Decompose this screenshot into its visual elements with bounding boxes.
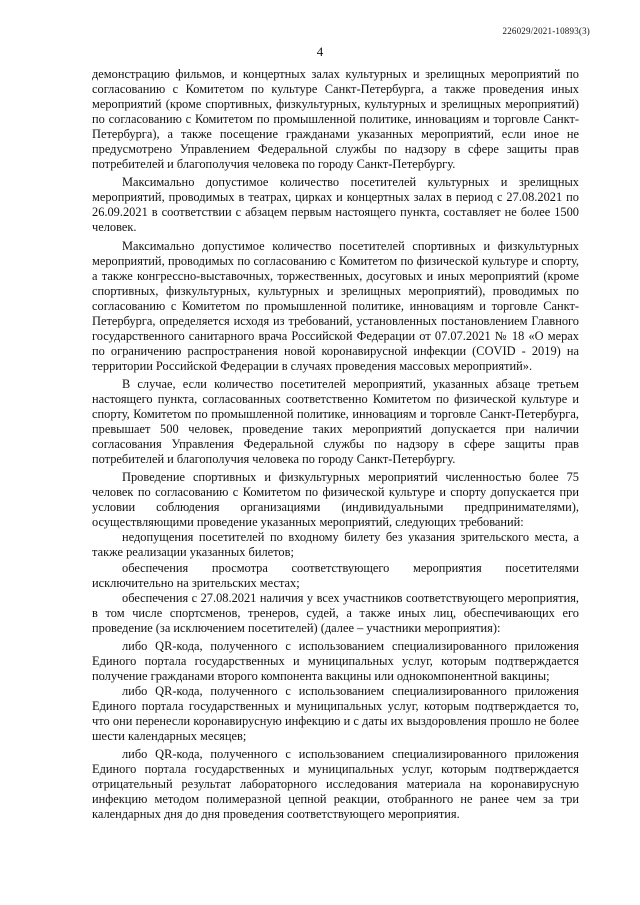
paragraph: В случае, если количество посетителей мероприятий, указанных абзаце третьем настоящего пункта, согласованных соответственно Комитетом по физической культуре и спорту, Комитетом по промышленной политике, инновациям и торговле Санкт-Петербурга, превышает 500 человек, проведение таких мероприятий допускается при наличии согласования Управления Федеральной службы по надзору в сфере защиты прав потребителей и благополучия человека по городу Санкт-Петербургу.	[92, 376, 579, 467]
page-number: 4	[316, 44, 324, 59]
paragraph: обеспечения с 27.08.2021 наличия у всех участников соответствующего мероприятия, в том числе спортсменов, тренеров, судей, а также иных лиц, обеспечивающих его проведение (за исключением посетителей) (далее – участники мероприятия):	[92, 590, 579, 635]
paragraph: Максимально допустимое количество посетителей культурных и зрелищных мероприятий, проводимых в театрах, цирках и концертных залах в период с 27.08.2021 по 26.09.2021 в соответствии с абзацем первым настоящего пункта, составляет не более 1500 человек.	[92, 175, 579, 235]
paragraph: либо QR-кода, полученного с использованием специализированного приложения Единого портала государственных и муниципальных услуг, которым подтверждается отрицательный результат лабораторного исследования материала на коронавирусную инфекцию методом полимеразной цепной реакции, отобранного не ранее чем за три календарных дня до дня проведения соответствующего мероприятия.	[92, 747, 579, 822]
paragraph: обеспечения просмотра соответствующего мероприятия посетителями исключительно на зрительских местах;	[92, 560, 579, 590]
paragraph: Максимально допустимое количество посетителей спортивных и физкультурных мероприятий, проводимых по согласованию с Комитетом по физической культуре и спорту, а также конгрессно-выставочных, торжественных, досуговых и иных мероприятий (кроме спортивных, физкультурных, культурных и зрелищных мероприятий), проводимых по согласованию с Комитетом по промышленной политике, инновациям и торговле Санкт-Петербурга, определяется исходя из требований, установленных постановлением Главного государственного санитарного врача Российской Федерации от 07.07.2021 № 18 «О мерах по ограничению распространения новой коронавирусной инфекции (COVID - 2019) на территории Российской Федерации в случаях проведения массовых мероприятий».	[92, 238, 579, 373]
paragraph: Проведение спортивных и физкультурных мероприятий численностью более 75 человек по согласованию с Комитетом по физической культуре и спорту допускается при условии соблюдения организациями (индивидуальными предпринимателями), осуществляющими проведение указанных мероприятий, следующих требований:	[92, 470, 579, 530]
paragraph: либо QR-кода, полученного с использованием специализированного приложения Единого портала государственных и муниципальных услуг, которым подтверждается получение гражданами второго компонента вакцины или однокомпонентной вакцины;	[92, 638, 579, 683]
document-body	[92, 67, 579, 822]
paragraph: либо QR-кода, полученного с использованием специализированного приложения Единого портала государственных и муниципальных услуг, которым подтверждается то, что они перенесли коронавирусную инфекцию и с даты их выздоровления прошло не более шести календарных месяцев;	[92, 683, 579, 744]
paragraph: демонстрацию фильмов, и концертных залах культурных и зрелищных мероприятий по согласованию с Комитетом по культуре Санкт-Петербурга, а также проведения иных мероприятий (кроме спортивных, физкультурных, культурных и зрелищных мероприятий) по согласованию с Комитетом по промышленной политике, инновациям и торговле Санкт-Петербурга), а также посещение гражданами указанных мероприятий, если иное не предусмотрено Управлением Федеральной службы по надзору в сфере защиты прав потребителей и благополучия человека по городу Санкт-Петербургу.	[92, 67, 579, 172]
document-id: 226029/2021-10893(3)	[502, 26, 590, 36]
paragraph: недопущения посетителей по входному билету без указания зрительского места, а также реализации указанных билетов;	[92, 530, 579, 560]
